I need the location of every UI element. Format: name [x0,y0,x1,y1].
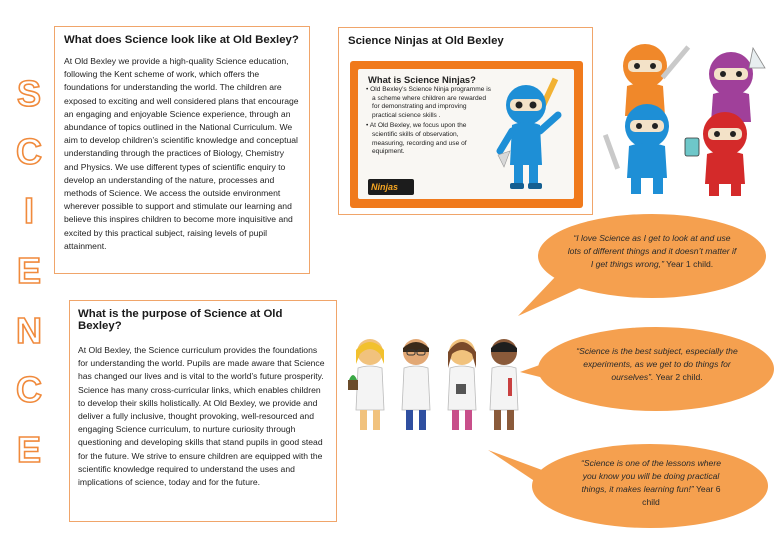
scientist-children-illustration [346,334,524,436]
panel-heading: What is the purpose of Science at Old Bexley? [78,308,283,332]
title-letter: E [16,429,41,470]
quote-attribution: Year 2 child. [653,372,703,382]
logo-text: Ninjas [371,182,399,192]
quote-text: “Science is the best subject, especially the experiments, as we get to do things for ourselves”. [576,346,738,382]
panel-body: At Old Bexley we provide a high-quality Science education, following the Kent scheme of work, which offers the foundations for understanding the world. The children are exposed to exciting and well considered plans that encourage an engaging and enjoyable Science experience, through an abundance of topics outlined in the National Curriculum. We aim to develop children’s scientific knowledge and conceptual understanding through the practices of Biology, Chemistry and Physics. We use different types of scientific enquiry to develop an understanding of the nature, processes and methods of Science. We access the outside environment wherever possible to support and stimulate our learning and believe this inspires children to become more inquisitive and excited by this practical subject, raising levels of pupil attainment. [64,56,299,251]
ninja-card-title: What is Science Ninjas? [368,74,476,85]
title-letter: N [16,310,42,351]
panel-heading: Science Ninjas at Old Bexley [348,35,504,47]
list-item: • At Old Bexley, we focus upon the scientific skills of observation, measuring, recording and use of equipment. [366,122,492,156]
quote-year6 [574,457,728,509]
title-letter: I [23,190,34,231]
panel-heading: What does Science look like at Old Bexley? [64,34,299,46]
list-item: • Old Bexley’s Science Ninja programme is a scheme where children are rewarded for demonstrating and improving practical science skills . [366,86,492,120]
panel-body: At Old Bexley, the Science curriculum provides the foundations for understanding the world. Pupils are made aware that Science has changed our lives and is vital to the world’s future prosperity. Science has many cross-curricular links, which enables children to develop their skills holistically. At Old Bexley, we provide and deliver a fully inclusive, thought provoking, well-resourced and engaging Science curriculum, to nurture curiosity through questioning and developing skills that stand pupils in good stead for the future. We strive to ensure children are equipped with the scientific knowledge required to understand the uses and implications of science, today and for the future. [78,345,325,488]
science-purpose-panel [69,300,337,522]
title-letter: S [16,73,41,114]
title-letter: E [16,250,41,291]
quote-attribution: Year 6 child [642,484,721,507]
title-letter: C [16,131,42,172]
quote-attribution: Year 1 child. [663,259,714,269]
title-letter: C [16,369,42,410]
quote-year1 [566,232,738,271]
quote-text: “Science is one of the lessons where you know you will be doing practical things, it makes learning fun!” [581,458,721,494]
quote-text: “I love Science as I get to look at and use lots of different things and it doesn’t matter if I get things wrong,” [567,233,737,269]
quote-year2 [572,345,742,384]
